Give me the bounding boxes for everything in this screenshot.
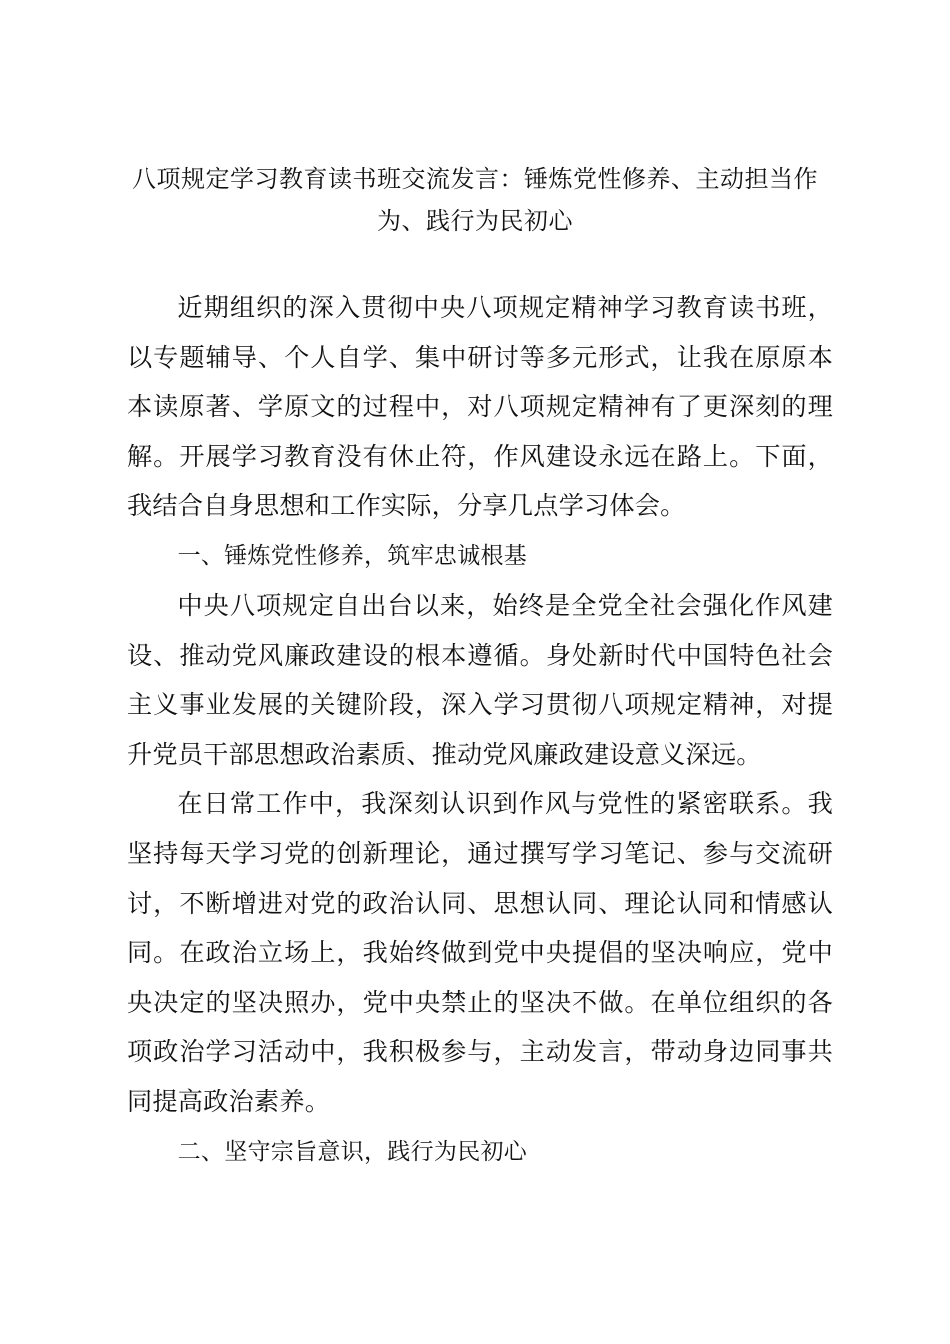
document-title: 八项规定学习教育读书班交流发言：锤炼党性修养、主动担当作为、践行为民初心 bbox=[132, 165, 818, 235]
intro-paragraph: 近期组织的深入贯彻中央八项规定精神学习教育读书班，以专题辅导、个人自学、集中研讨等多元形式，让我在原原本本读原著、学原文的过程中，对八项规定精神有了更深刻的理解。开展学习教育没有休止符，作风建设永远在路上。下面，我结合自身思想和工作实际，分享几点学习体会。 bbox=[127, 293, 833, 521]
section-2-heading: 二、坚守宗旨意识，践行为民初心 bbox=[177, 1138, 528, 1165]
document-body bbox=[127, 283, 833, 1177]
section-1-paragraph-2: 在日常工作中，我深刻认识到作风与党性的紧密联系。我坚持每天学习党的创新理论，通过撰写学习笔记、参与交流研讨，不断增进对党的政治认同、思想认同、理论认同和情感认同。在政治立场上，我始终做到党中央提倡的坚决响应，党中央决定的坚决照办，党中央禁止的坚决不做。在单位组织的各项政治学习活动中，我积极参与，主动发言，带动身边同事共同提高政治素养。 bbox=[127, 789, 833, 1116]
section-1-heading: 一、锤炼党性修养，筑牢忠诚根基 bbox=[177, 542, 528, 569]
section-1-paragraph-1: 中央八项规定自出台以来，始终是全党全社会强化作风建设、推动党风廉政建设的根本遵循。身处新时代中国特色社会主义事业发展的关键阶段，深入学习贯彻八项规定精神，对提升党员干部思想政治素质、推动党风廉政建设意义深远。 bbox=[127, 590, 833, 769]
